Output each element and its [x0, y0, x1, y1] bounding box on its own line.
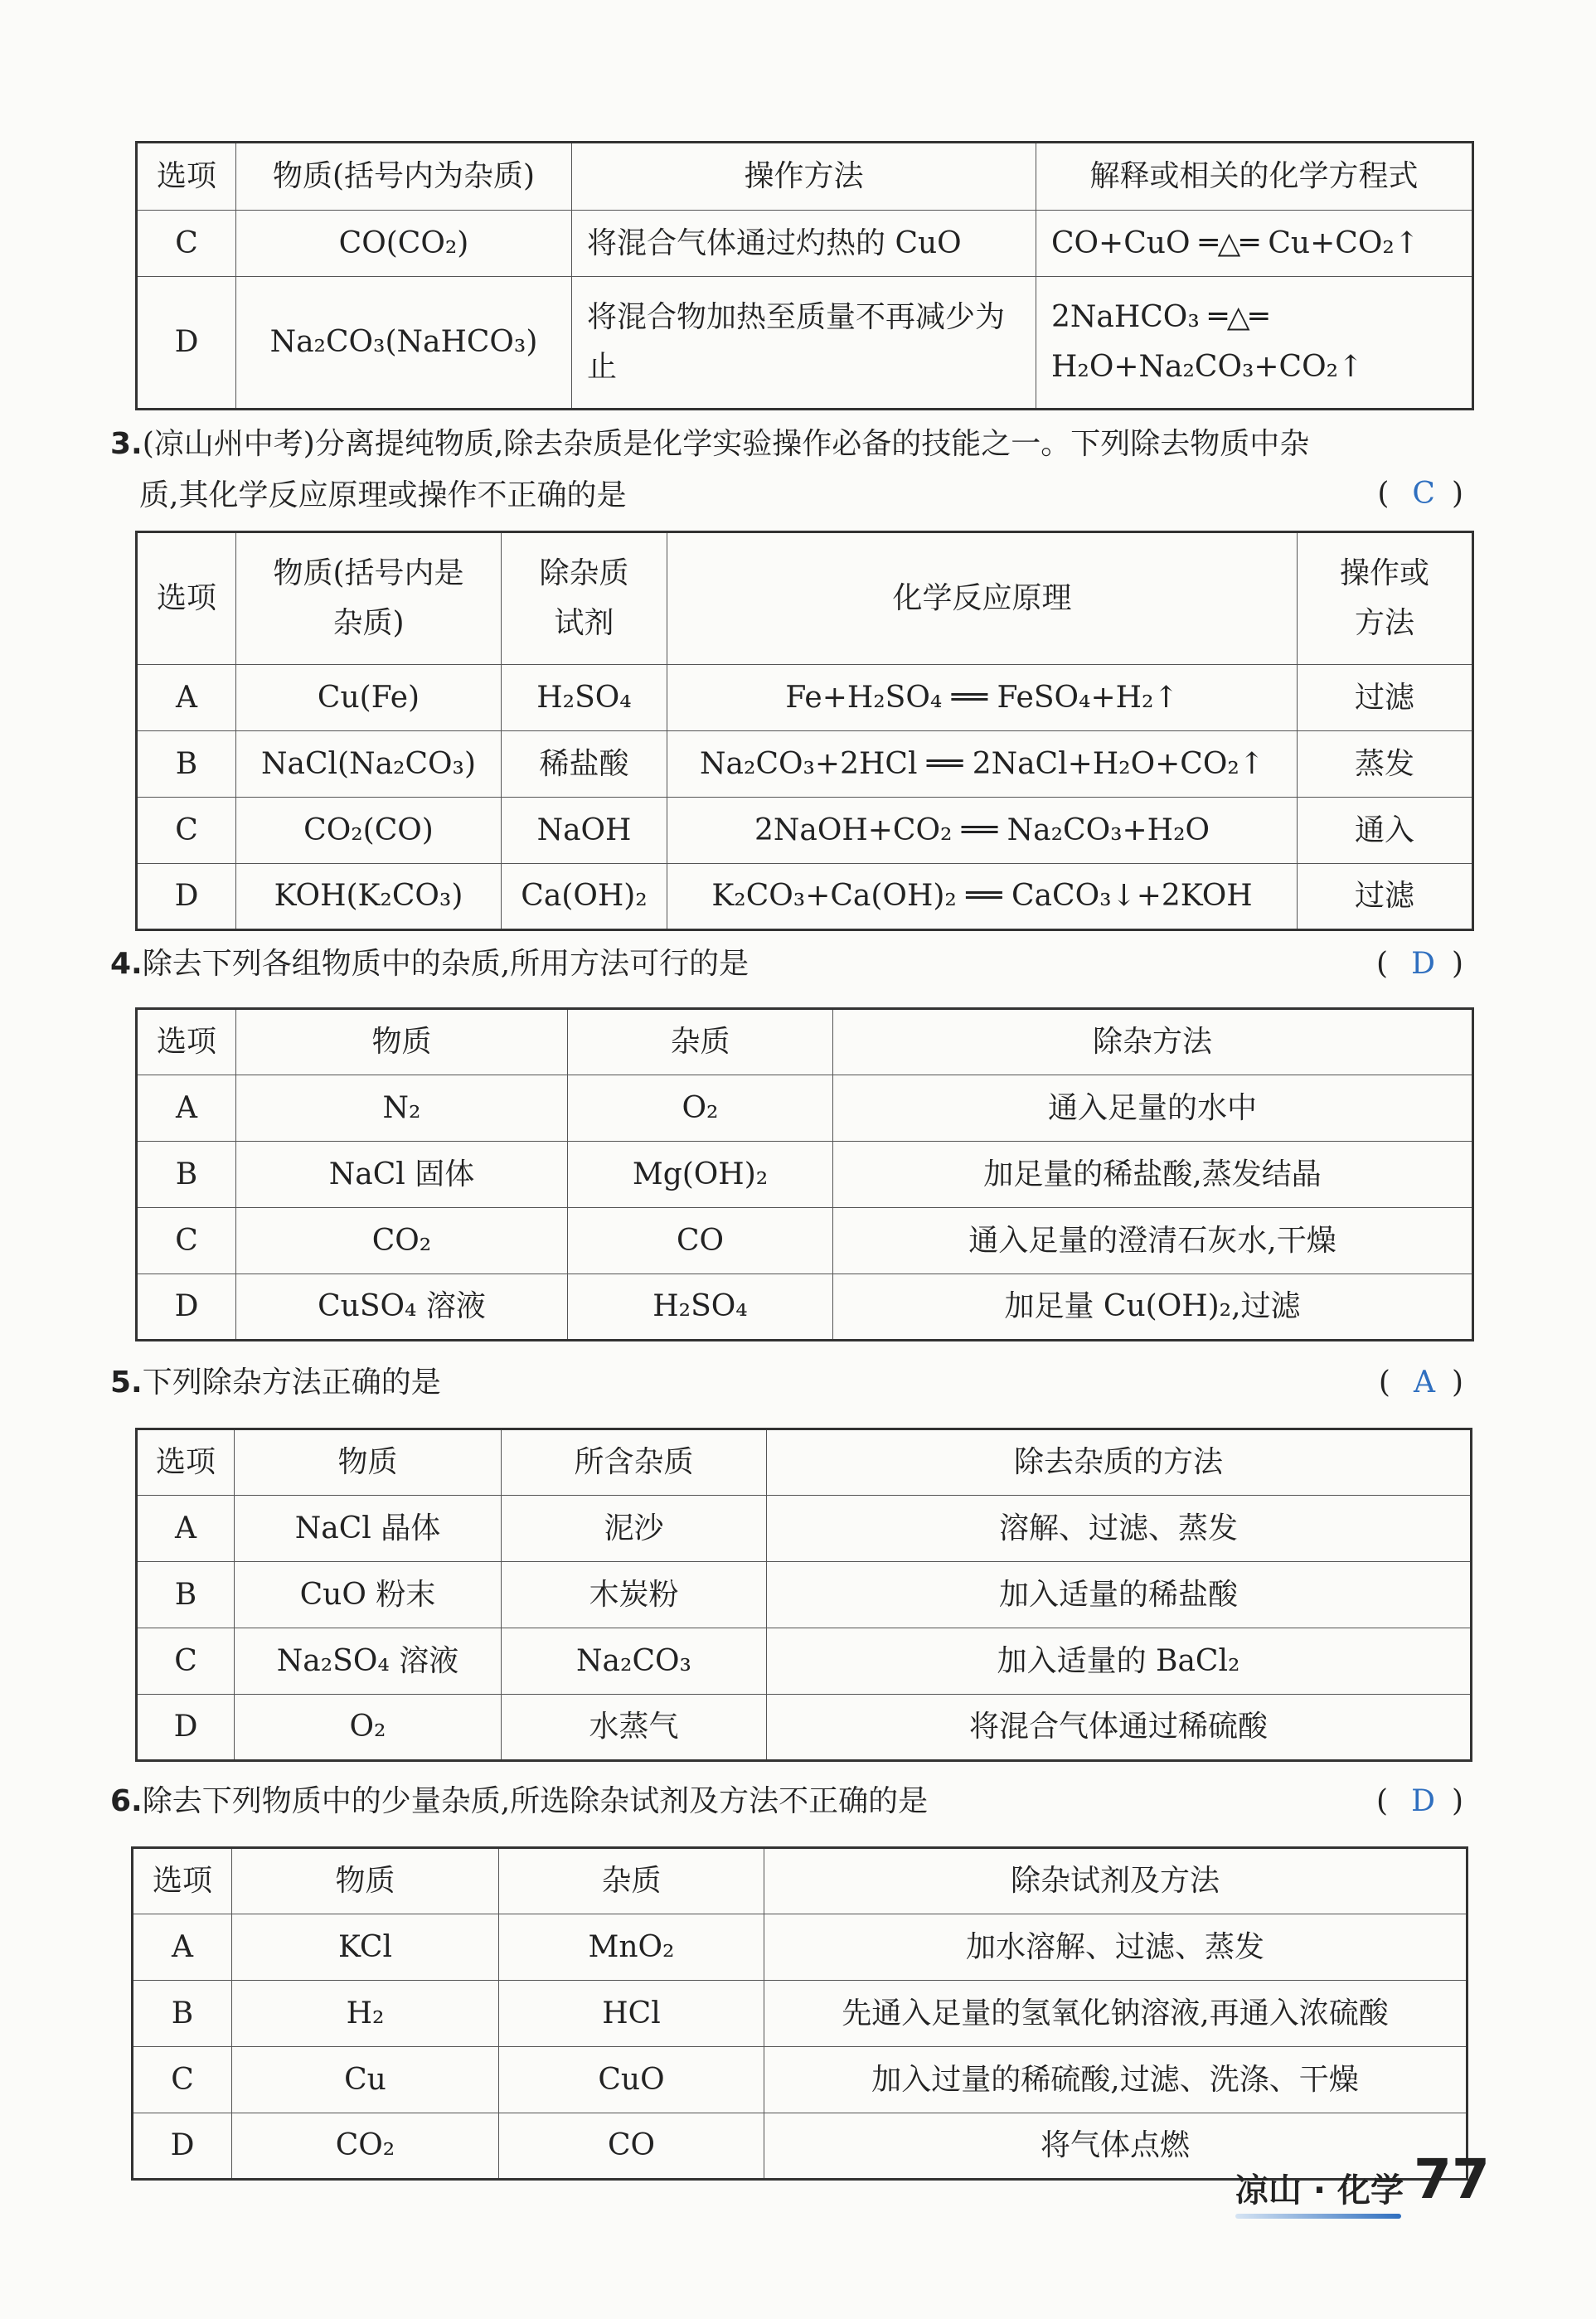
operation-cell: 通入: [1298, 798, 1473, 864]
substance-cell: O₂: [235, 1695, 502, 1761]
header-cell: 化学反应原理: [667, 532, 1298, 665]
method-cell: 将混合气体通过稀硫酸: [767, 1695, 1472, 1761]
table-q5: [135, 1428, 1472, 1762]
principle-cell: 2NaOH+CO₂ ══ Na₂CO₃+H₂O: [667, 798, 1298, 864]
option-cell: A: [133, 1914, 232, 1981]
question-text: 下列除杂方法正确的是: [142, 1366, 441, 1400]
question-number: 4.: [110, 947, 143, 981]
operation-cell: 过滤: [1298, 665, 1473, 731]
option-cell: A: [137, 1496, 235, 1562]
equation-cell: 2NaHCO₃ ═△═ H₂O+Na₂CO₃+CO₂↑: [1036, 277, 1473, 410]
impurity-cell: Na₂CO₃: [502, 1628, 767, 1695]
header-cell: 解释或相关的化学方程式: [1036, 143, 1473, 211]
impurity-cell: 木炭粉: [502, 1562, 767, 1628]
header-cell: 除杂方法: [833, 1009, 1473, 1075]
question-number: 6.: [110, 1784, 143, 1818]
substance-cell: CuSO₄ 溶液: [236, 1274, 568, 1341]
substance-cell: CuO 粉末: [235, 1562, 502, 1628]
question-3-line2: [139, 470, 1499, 522]
equation-cell: CO+CuO ═△═ Cu+CO₂↑: [1036, 211, 1473, 277]
option-cell: C: [137, 1628, 235, 1695]
question-4: [110, 939, 1470, 990]
table-header-row: [137, 1429, 1472, 1496]
header-cell: 物质: [236, 1009, 568, 1075]
method-cell: 加入过量的稀硫酸,过滤、洗涤、干燥: [764, 2047, 1467, 2113]
substance-cell: NaCl 晶体: [235, 1496, 502, 1562]
answer-6: ( D ): [1376, 1784, 1470, 1818]
impurity-cell: O₂: [568, 1075, 833, 1142]
impurity-cell: 水蒸气: [502, 1695, 767, 1761]
table-q4: [135, 1007, 1474, 1341]
impurity-cell: 泥沙: [502, 1496, 767, 1562]
option-cell: A: [137, 665, 236, 731]
option-cell: D: [137, 1274, 236, 1341]
table-row: [137, 1562, 1472, 1628]
table-row: [137, 864, 1473, 930]
impurity-cell: HCl: [499, 1981, 764, 2047]
impurity-cell: CuO: [499, 2047, 764, 2113]
option-cell: C: [137, 798, 236, 864]
header-cell: 选项: [137, 143, 236, 211]
substance-cell: CO(CO₂): [236, 211, 572, 277]
table-row: [137, 277, 1473, 410]
table-top: [135, 141, 1474, 410]
header-cell: 选项: [137, 532, 236, 665]
table-row: [137, 798, 1473, 864]
table-row: [137, 731, 1473, 798]
operation-cell: 过滤: [1298, 864, 1473, 930]
table-q3: [135, 531, 1474, 931]
option-cell: A: [137, 1075, 236, 1142]
question-text: 除去下列各组物质中的杂质,所用方法可行的是: [142, 947, 749, 981]
question-number: 5.: [110, 1366, 143, 1400]
principle-cell: K₂CO₃+Ca(OH)₂ ══ CaCO₃↓+2KOH: [667, 864, 1298, 930]
table-row: [137, 1628, 1472, 1695]
method-cell: 加入适量的稀盐酸: [767, 1562, 1472, 1628]
header-cell: 选项: [133, 1848, 232, 1914]
question-number: 3.: [110, 427, 143, 461]
operation-cell: 蒸发: [1298, 731, 1473, 798]
header-cell: 物质(括号内为杂质): [236, 143, 572, 211]
question-5: [110, 1357, 1470, 1409]
header-cell: 除杂试剂及方法: [764, 1848, 1467, 1914]
substance-cell: KOH(K₂CO₃): [236, 864, 502, 930]
table-row: [133, 2047, 1467, 2113]
table-header-row: [137, 1009, 1473, 1075]
header-cell: 物质: [235, 1429, 502, 1496]
footer-accent-bar: [1235, 2214, 1401, 2219]
table-row: [137, 211, 1473, 277]
method-cell: 通入足量的水中: [833, 1075, 1473, 1142]
table-header-row: [137, 532, 1473, 665]
table-row: [137, 1496, 1472, 1562]
option-cell: C: [137, 211, 236, 277]
reagent-cell: H₂SO₄: [502, 665, 667, 731]
substance-cell: Na₂SO₄ 溶液: [235, 1628, 502, 1695]
substance-cell: KCl: [232, 1914, 499, 1981]
header-cell: 所含杂质: [502, 1429, 767, 1496]
method-cell: 将气体点燃: [764, 2113, 1467, 2180]
question-text: (凉山州中考)分离提纯物质,除去杂质是化学实验操作必备的技能之一。下列除去物质中杂: [142, 427, 1310, 461]
option-cell: B: [133, 1981, 232, 2047]
principle-cell: Fe+H₂SO₄ ══ FeSO₄+H₂↑: [667, 665, 1298, 731]
header-cell: 杂质: [499, 1848, 764, 1914]
answer-letter: D: [1411, 947, 1435, 981]
substance-cell: NaCl 固体: [236, 1142, 568, 1208]
reagent-cell: NaOH: [502, 798, 667, 864]
method-cell: 溶解、过滤、蒸发: [767, 1496, 1472, 1562]
option-cell: B: [137, 1142, 236, 1208]
option-cell: B: [137, 731, 236, 798]
option-cell: D: [133, 2113, 232, 2180]
header-cell: 杂质: [568, 1009, 833, 1075]
footer-label: 凉山 · 化学: [1235, 2171, 1404, 2210]
impurity-cell: Mg(OH)₂: [568, 1142, 833, 1208]
method-cell: 加入适量的 BaCl₂: [767, 1628, 1472, 1695]
header-cell: 选项: [137, 1009, 236, 1075]
substance-cell: NaCl(Na₂CO₃): [236, 731, 502, 798]
method-cell: 先通入足量的氢氧化钠溶液,再通入浓硫酸: [764, 1981, 1467, 2047]
table-header-row: [133, 1848, 1467, 1914]
substance-cell: Cu: [232, 2047, 499, 2113]
table-row: [137, 1695, 1472, 1761]
substance-cell: Cu(Fe): [236, 665, 502, 731]
table-row: [137, 1142, 1473, 1208]
substance-cell: CO₂(CO): [236, 798, 502, 864]
question-6: [110, 1776, 1470, 1827]
method-cell: 通入足量的澄清石灰水,干燥: [833, 1208, 1473, 1274]
impurity-cell: CO: [499, 2113, 764, 2180]
question-3: [110, 419, 1470, 470]
question-text: 除去下列物质中的少量杂质,所选除杂试剂及方法不正确的是: [142, 1784, 929, 1818]
table-row: [133, 1914, 1467, 1981]
header-cell: 除杂质试剂: [502, 532, 667, 665]
method-cell: 加水溶解、过滤、蒸发: [764, 1914, 1467, 1981]
page-number: 77: [1414, 2147, 1490, 2211]
option-cell: B: [137, 1562, 235, 1628]
substance-cell: CO₂: [236, 1208, 568, 1274]
substance-cell: N₂: [236, 1075, 568, 1142]
reagent-cell: Ca(OH)₂: [502, 864, 667, 930]
option-cell: C: [137, 1208, 236, 1274]
page-footer: [1235, 2147, 1490, 2211]
option-cell: D: [137, 277, 236, 410]
method-cell: 加足量 Cu(OH)₂,过滤: [833, 1274, 1473, 1341]
option-cell: D: [137, 1695, 235, 1761]
answer-3: ( C ): [1377, 477, 1470, 511]
header-cell: 除去杂质的方法: [767, 1429, 1472, 1496]
substance-cell: Na₂CO₃(NaHCO₃): [236, 277, 572, 410]
table-row: [133, 1981, 1467, 2047]
method-cell: 加足量的稀盐酸,蒸发结晶: [833, 1142, 1473, 1208]
question-text: 质,其化学反应原理或操作不正确的是: [139, 478, 627, 512]
impurity-cell: CO: [568, 1208, 833, 1274]
table-row: [137, 1208, 1473, 1274]
method-cell: 将混合气体通过灼热的 CuO: [572, 211, 1036, 277]
answer-5: ( A ): [1378, 1366, 1470, 1400]
table-row: [137, 1075, 1473, 1142]
impurity-cell: MnO₂: [499, 1914, 764, 1981]
answer-4: ( D ): [1376, 947, 1470, 981]
method-cell: 将混合物加热至质量不再减少为止: [572, 277, 1036, 410]
table-q6: [131, 1846, 1468, 2181]
table-row: [137, 1274, 1473, 1341]
answer-letter: C: [1412, 477, 1435, 511]
substance-cell: CO₂: [232, 2113, 499, 2180]
answer-letter: A: [1413, 1366, 1435, 1400]
header-cell: 物质: [232, 1848, 499, 1914]
impurity-cell: H₂SO₄: [568, 1274, 833, 1341]
principle-cell: Na₂CO₃+2HCl ══ 2NaCl+H₂O+CO₂↑: [667, 731, 1298, 798]
header-cell: 物质(括号内是杂质): [236, 532, 502, 665]
option-cell: C: [133, 2047, 232, 2113]
table-row: [137, 665, 1473, 731]
table-header-row: [137, 143, 1473, 211]
header-cell: 操作或方法: [1298, 532, 1473, 665]
substance-cell: H₂: [232, 1981, 499, 2047]
answer-letter: D: [1411, 1784, 1435, 1818]
header-cell: 选项: [137, 1429, 235, 1496]
option-cell: D: [137, 864, 236, 930]
reagent-cell: 稀盐酸: [502, 731, 667, 798]
header-cell: 操作方法: [572, 143, 1036, 211]
